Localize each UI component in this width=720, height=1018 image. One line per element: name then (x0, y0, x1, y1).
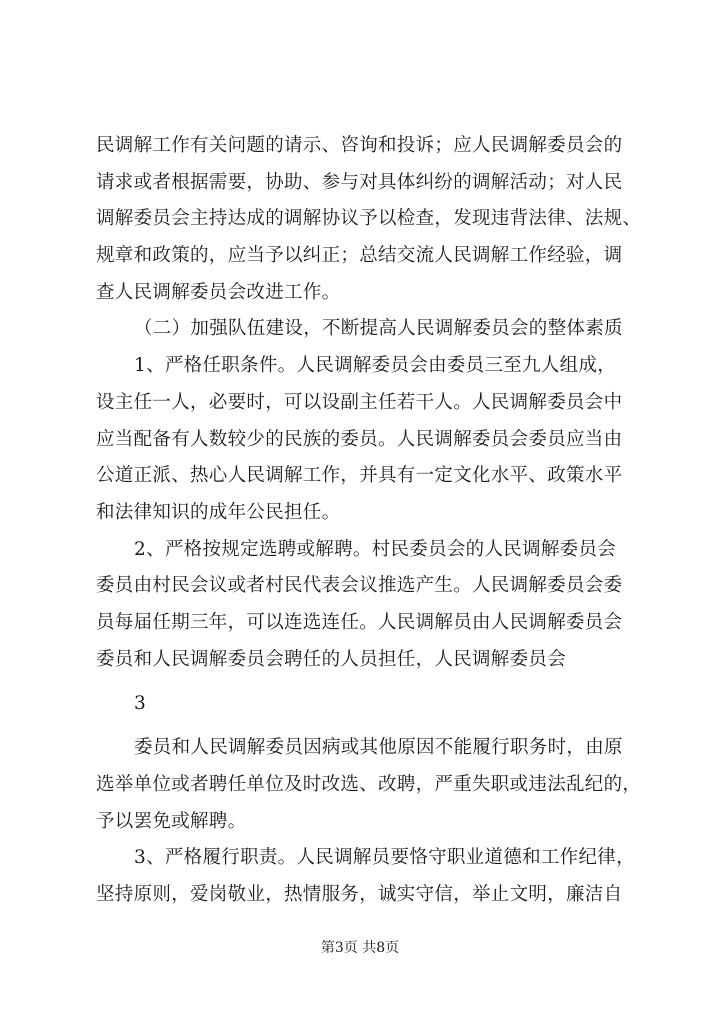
text-line: 和法律知识的成年公民担任。 (96, 501, 341, 523)
text-line: 规章和政策的，应当予以纠正；总结交流人民调解工作经验，调 (96, 245, 623, 267)
text-line: 民调解工作有关问题的请示、咨询和投诉；应人民调解委员会的 (96, 135, 623, 156)
inline-page-number: 3 (134, 693, 146, 715)
text-line: 委员和人民调解委员因病或其他原因不能履行职务时，由原 (134, 737, 623, 759)
page-footer: 第3页 共8页 (320, 940, 400, 956)
text-line: 查人民调解委员会改进工作。 (96, 281, 341, 303)
text-line: 3、严格履行职责。人民调解员要恪守职业道德和工作纪律， (134, 847, 635, 869)
text-line: 公道正派、热心人民调解工作，并具有一定文化水平、政策水平 (96, 465, 623, 487)
text-line: 员每届任期三年，可以连选连任。人民调解员由人民调解委员会 (96, 611, 623, 633)
body-text (96, 128, 642, 914)
text-line: 设主任一人，必要时，可以设副主任若干人。人民调解委员会中 (96, 391, 623, 413)
text-line: 应当配备有人数较少的民族的委员。人民调解委员会委员应当由 (96, 428, 623, 450)
text-line: 请求或者根据需要，协助、参与对具体纠纷的调解活动；对人民 (96, 171, 623, 193)
text-line: 调解委员会主持达成的调解协议予以检查，发现违背法律、法规、 (96, 208, 642, 230)
text-line: 1、严格任职条件。人民调解委员会由委员三至九人组成， (134, 355, 617, 377)
text-line: 委员由村民会议或者村民代表会议推选产生。人民调解委员会委 (96, 575, 623, 597)
text-line: 予以罢免或解聘。 (96, 810, 247, 832)
section-heading: （二）加强队伍建设，不断提高人民调解委员会的整体素质 (134, 318, 623, 340)
text-line: 2、严格按规定选聘或解聘。村民委员会的人民调解委员会 (134, 538, 617, 560)
text-line: 委员和人民调解委员会聘任的人员担任，人民调解委员会 (96, 648, 567, 670)
text-line: 选举单位或者聘任单位及时改选、改聘，严重失职或违法乱纪的， (96, 774, 642, 795)
text-line: 坚持原则，爱岗敬业，热情服务，诚实守信，举止文明，廉洁自 (96, 884, 623, 906)
